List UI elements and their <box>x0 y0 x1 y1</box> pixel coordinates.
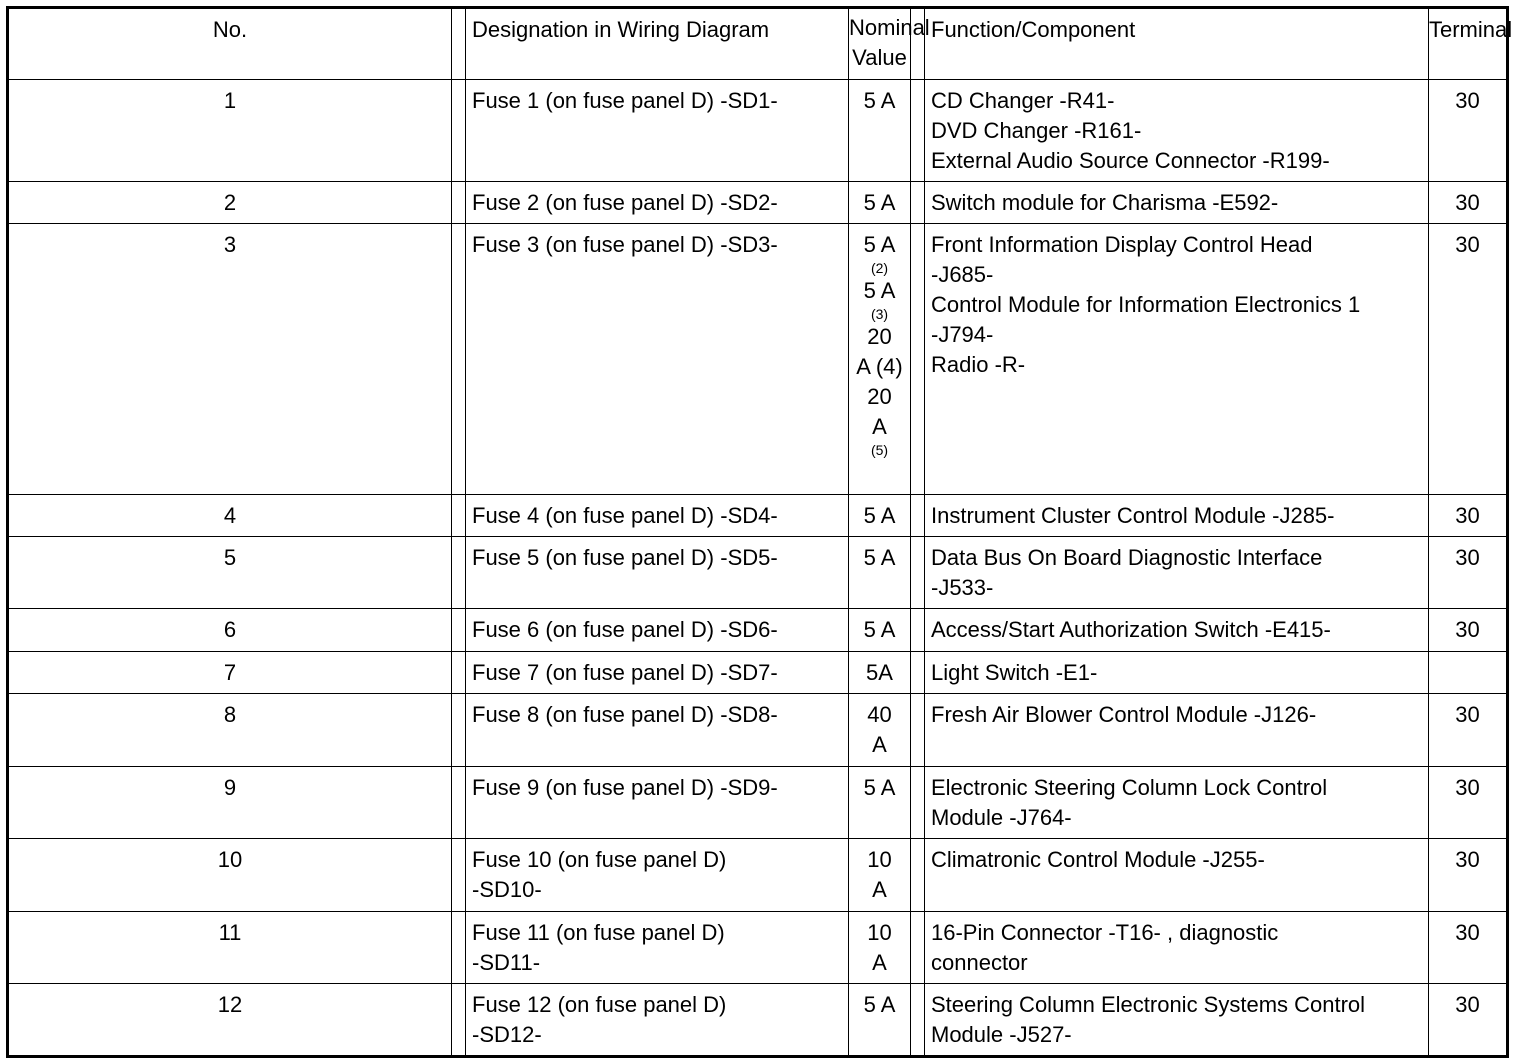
nominal-line: 5 A <box>863 617 896 642</box>
spacer-cell <box>452 652 466 694</box>
spacer-cell <box>452 609 466 652</box>
nominal-line: A <box>872 877 887 902</box>
cell-function <box>925 694 1429 767</box>
designation-line: Fuse 7 (on fuse panel D) -SD7- <box>472 660 778 685</box>
cell-no: 8 <box>8 694 452 767</box>
function-line: Climatronic Control Module -J255- <box>931 847 1265 872</box>
cell-no: 4 <box>8 495 452 537</box>
function-line: Fresh Air Blower Control Module -J126- <box>931 702 1317 727</box>
designation-line: Fuse 1 (on fuse panel D) -SD1- <box>472 88 778 113</box>
table-row <box>8 694 1508 767</box>
cell-no: 11 <box>8 912 452 984</box>
function-line: Radio -R- <box>931 352 1026 377</box>
spacer-cell <box>452 984 466 1057</box>
nominal-line: 10 <box>867 920 892 945</box>
cell-nominal <box>849 767 911 839</box>
spacer-cell <box>452 224 466 495</box>
cell-nominal <box>849 224 911 495</box>
cell-function <box>925 984 1429 1057</box>
nominal-line: 10 <box>867 847 892 872</box>
table-row <box>8 767 1508 839</box>
cell-function <box>925 609 1429 652</box>
nominal-line: A <box>872 414 887 439</box>
header-nominal <box>849 8 930 80</box>
nominal-line: 5 A <box>863 992 896 1017</box>
table-row <box>8 984 1508 1057</box>
spacer-cell <box>452 839 466 912</box>
cell-designation <box>466 182 849 224</box>
designation-line: Fuse 6 (on fuse panel D) -SD6- <box>472 617 778 642</box>
cell-terminal: 30 <box>1429 912 1508 984</box>
cell-no: 9 <box>8 767 452 839</box>
header-nominal-line2: Value <box>852 45 907 70</box>
cell-no: 6 <box>8 609 452 652</box>
cell-nominal <box>849 652 911 694</box>
cell-terminal: 30 <box>1429 767 1508 839</box>
nominal-line: 40 <box>867 702 892 727</box>
function-line: CD Changer -R41- <box>931 88 1115 113</box>
header-function: Function/Component <box>925 8 1429 80</box>
table-row <box>8 495 1508 537</box>
spacer-cell <box>452 694 466 767</box>
table-row <box>8 224 1508 495</box>
function-line: -J685- <box>931 262 994 287</box>
cell-designation <box>466 537 849 609</box>
nominal-line: 5 A <box>863 775 896 800</box>
cell-terminal: 30 <box>1429 609 1508 652</box>
spacer-cell <box>911 694 925 767</box>
designation-line: -SD11- <box>472 950 541 975</box>
cell-function <box>925 652 1429 694</box>
designation-line: -SD10- <box>472 877 542 902</box>
cell-function <box>925 839 1429 912</box>
designation-line: -SD12- <box>472 1022 542 1047</box>
nominal-line: A <box>872 732 887 757</box>
header-designation: Designation in Wiring Diagram <box>466 8 849 80</box>
cell-designation <box>466 609 849 652</box>
spacer-cell <box>452 8 466 80</box>
function-line: Access/Start Authorization Switch -E415- <box>931 617 1331 642</box>
function-line: Instrument Cluster Control Module -J285- <box>931 503 1335 528</box>
cell-terminal: 30 <box>1429 984 1508 1057</box>
spacer-cell <box>911 80 925 182</box>
function-line: Electronic Steering Column Lock Control <box>931 775 1328 800</box>
function-line: Light Switch -E1- <box>931 660 1098 685</box>
nominal-line: 5 A <box>863 503 896 528</box>
cell-no: 10 <box>8 839 452 912</box>
spacer-cell <box>911 609 925 652</box>
nominal-line: 5 A <box>863 190 896 215</box>
function-line: 16-Pin Connector -T16- , diagnostic <box>931 920 1279 945</box>
nominal-line: 20 <box>867 324 892 349</box>
cell-terminal <box>1429 652 1508 694</box>
function-line: Module -J764- <box>931 805 1072 830</box>
spacer-cell <box>452 537 466 609</box>
nominal-line: 5 A <box>863 232 896 257</box>
nominal-footnote: (2) <box>870 260 889 276</box>
table-row <box>8 652 1508 694</box>
cell-function <box>925 767 1429 839</box>
nominal-footnote: (5) <box>870 442 889 458</box>
cell-nominal <box>849 839 911 912</box>
cell-designation <box>466 839 849 912</box>
table-row <box>8 80 1508 182</box>
cell-terminal: 30 <box>1429 224 1508 495</box>
cell-nominal <box>849 80 911 182</box>
spacer-cell <box>911 495 925 537</box>
function-line: Front Information Display Control Head <box>931 232 1313 257</box>
cell-function <box>925 912 1429 984</box>
function-line: -J533- <box>931 575 994 600</box>
cell-designation <box>466 224 849 495</box>
cell-terminal: 30 <box>1429 694 1508 767</box>
cell-designation <box>466 694 849 767</box>
function-line: connector <box>931 950 1028 975</box>
designation-line: Fuse 10 (on fuse panel D) <box>472 847 727 872</box>
table-row <box>8 609 1508 652</box>
cell-function <box>925 80 1429 182</box>
cell-nominal <box>849 984 911 1057</box>
nominal-line: 20 <box>867 384 892 409</box>
function-line: Switch module for Charisma -E592- <box>931 190 1279 215</box>
cell-nominal <box>849 694 911 767</box>
cell-function <box>925 537 1429 609</box>
cell-no: 5 <box>8 537 452 609</box>
designation-line: Fuse 4 (on fuse panel D) -SD4- <box>472 503 778 528</box>
cell-function <box>925 182 1429 224</box>
spacer-cell <box>911 767 925 839</box>
function-line: Module -J527- <box>931 1022 1072 1047</box>
cell-designation <box>466 912 849 984</box>
cell-no: 2 <box>8 182 452 224</box>
cell-terminal: 30 <box>1429 80 1508 182</box>
table-row <box>8 182 1508 224</box>
designation-line: Fuse 12 (on fuse panel D) <box>472 992 727 1017</box>
spacer-cell <box>452 182 466 224</box>
header-terminal: Terminal <box>1429 8 1508 80</box>
spacer-cell <box>911 984 925 1057</box>
designation-line: Fuse 11 (on fuse panel D) <box>472 920 725 945</box>
cell-terminal: 30 <box>1429 495 1508 537</box>
cell-terminal: 30 <box>1429 182 1508 224</box>
cell-designation <box>466 767 849 839</box>
cell-terminal: 30 <box>1429 537 1508 609</box>
table-row <box>8 912 1508 984</box>
nominal-line: 5 A <box>863 545 896 570</box>
nominal-footnote: (3) <box>870 306 889 322</box>
cell-no: 12 <box>8 984 452 1057</box>
nominal-line: A (4) <box>856 354 903 379</box>
function-line: -J794- <box>931 322 994 347</box>
nominal-line: 5 A <box>863 88 896 113</box>
nominal-line: 5A <box>866 660 893 685</box>
cell-designation <box>466 984 849 1057</box>
spacer-cell <box>452 912 466 984</box>
nominal-line: A <box>872 950 887 975</box>
header-nominal-line1: Nominal <box>849 15 930 40</box>
cell-nominal <box>849 537 911 609</box>
cell-function <box>925 495 1429 537</box>
cell-nominal <box>849 609 911 652</box>
spacer-cell <box>452 495 466 537</box>
spacer-cell <box>452 767 466 839</box>
cell-designation <box>466 652 849 694</box>
cell-terminal: 30 <box>1429 839 1508 912</box>
cell-nominal <box>849 912 911 984</box>
designation-line: Fuse 2 (on fuse panel D) -SD2- <box>472 190 778 215</box>
cell-nominal <box>849 495 911 537</box>
spacer-cell <box>452 80 466 182</box>
spacer-cell <box>911 182 925 224</box>
function-line: DVD Changer -R161- <box>931 118 1142 143</box>
cell-designation <box>466 495 849 537</box>
spacer-cell <box>911 912 925 984</box>
table-header-row <box>8 8 1508 80</box>
function-line: Steering Column Electronic Systems Control <box>931 992 1366 1017</box>
table-row <box>8 839 1508 912</box>
cell-designation <box>466 80 849 182</box>
function-line: Data Bus On Board Diagnostic Interface <box>931 545 1323 570</box>
cell-function <box>925 224 1429 495</box>
cell-no: 1 <box>8 80 452 182</box>
fuse-table <box>6 6 1513 1058</box>
table-row <box>8 537 1508 609</box>
designation-line: Fuse 8 (on fuse panel D) -SD8- <box>472 702 778 727</box>
designation-line: Fuse 5 (on fuse panel D) -SD5- <box>472 545 778 570</box>
spacer-cell <box>911 537 925 609</box>
function-line: External Audio Source Connector -R199- <box>931 148 1330 173</box>
spacer-cell <box>911 839 925 912</box>
cell-no: 3 <box>8 224 452 495</box>
designation-line: Fuse 3 (on fuse panel D) -SD3- <box>472 232 778 257</box>
cell-nominal <box>849 182 911 224</box>
cell-no: 7 <box>8 652 452 694</box>
spacer-cell <box>911 652 925 694</box>
designation-line: Fuse 9 (on fuse panel D) -SD9- <box>472 775 778 800</box>
spacer-cell <box>911 224 925 495</box>
function-line: Control Module for Information Electronics 1 <box>931 292 1361 317</box>
nominal-line: 5 A <box>863 278 896 303</box>
header-no: No. <box>8 8 452 80</box>
